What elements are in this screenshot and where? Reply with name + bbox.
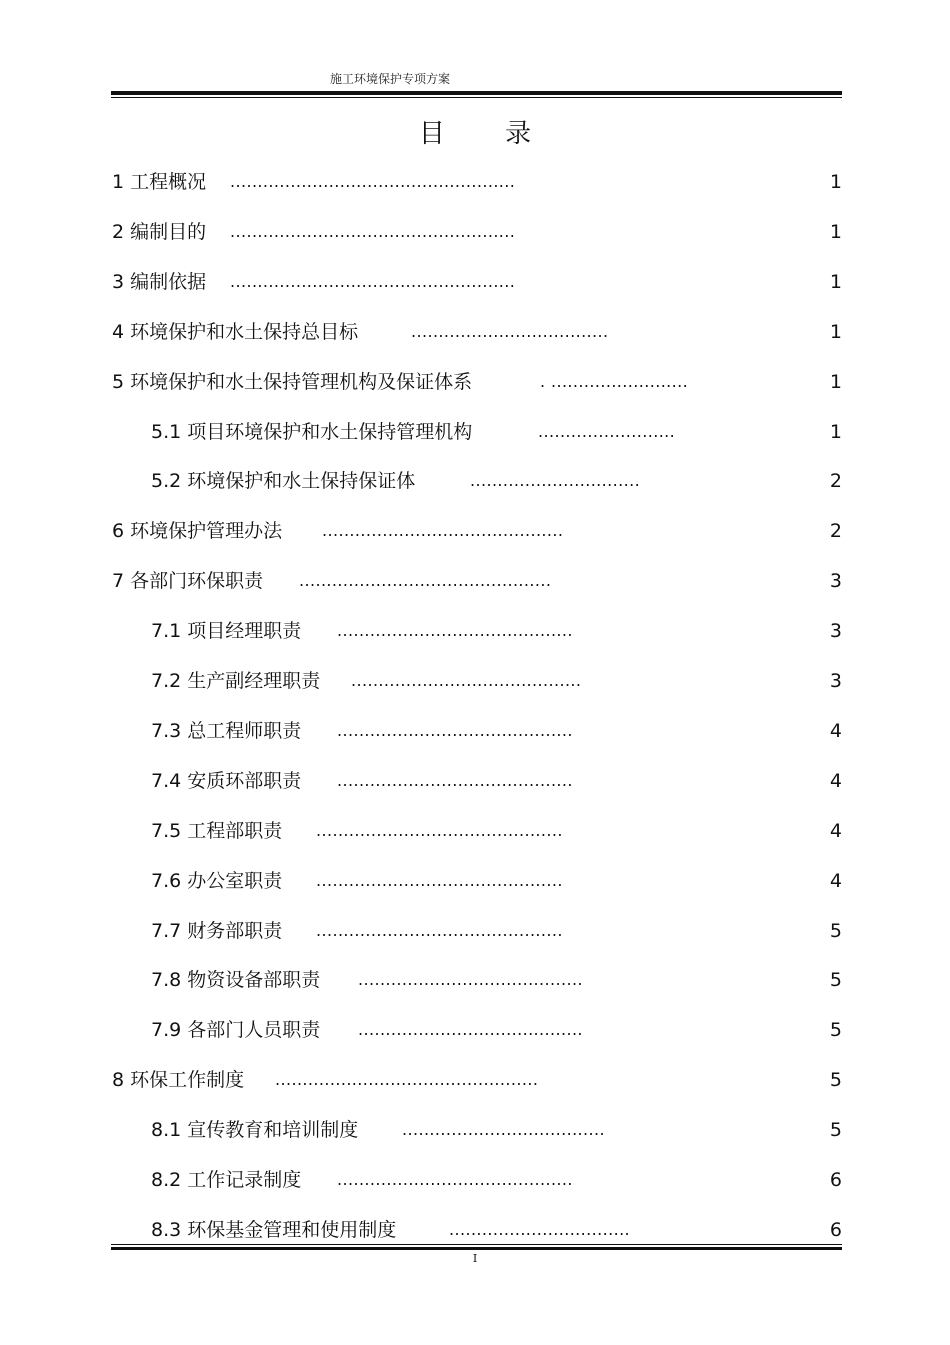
footer-rule-thick [111, 1247, 842, 1250]
toc-entry-label: 4 环境保护和水土保持总目标 [112, 320, 359, 343]
toc-entry[interactable] [0, 716, 950, 746]
toc-entry[interactable] [0, 217, 950, 247]
toc-entry[interactable] [0, 1015, 950, 1045]
toc-entry-page: 3 [829, 670, 842, 692]
toc-entry[interactable] [0, 516, 950, 546]
toc-entry-page: 6 [829, 1218, 842, 1241]
footer-rule-thin [111, 1244, 842, 1245]
toc-entry-label: 1 工程概况 [112, 171, 207, 193]
toc-entry-label: 7.4 安质环部职责 [151, 769, 302, 792]
toc-entry[interactable] [0, 1215, 950, 1245]
toc-entry[interactable] [0, 866, 950, 896]
toc-entry[interactable] [0, 965, 950, 995]
toc-entry-page: 4 [829, 819, 842, 842]
toc-entry-leader-dots: .................................................... [230, 172, 516, 191]
toc-entry-leader-dots: ........................................... [337, 770, 573, 790]
toc-entry-page: 2 [829, 470, 842, 493]
toc-entry-leader-dots: .............................................. [299, 571, 552, 591]
toc-entry-page: 4 [829, 719, 842, 742]
toc-entry-leader-dots: ........................................... [337, 621, 573, 641]
toc-entry-page: 3 [829, 620, 842, 643]
toc-entry[interactable] [0, 466, 950, 496]
toc-entry-label: 2 编制目的 [112, 220, 207, 243]
toc-entry-label: 8.2 工作记录制度 [151, 1169, 302, 1191]
toc-entry[interactable] [0, 766, 950, 796]
toc-entry[interactable] [0, 1165, 950, 1195]
toc-entry-label: 8 环保工作制度 [112, 1069, 245, 1092]
toc-entry[interactable] [0, 916, 950, 946]
toc-entry-label: 5.1 项目环境保护和水土保持管理机构 [151, 420, 473, 443]
toc-entry-leader-dots: .................................... [411, 321, 609, 341]
toc-entry[interactable] [0, 367, 950, 397]
toc-entry-page: 4 [829, 769, 842, 792]
toc-entry-page: 4 [829, 869, 842, 892]
toc-entry-label: 3 编制依据 [112, 270, 207, 293]
toc-entry-label: 7.5 工程部职责 [151, 819, 283, 842]
toc-entry-leader-dots: ........................................... [337, 1170, 573, 1189]
toc-entry[interactable] [0, 167, 950, 197]
toc-entry[interactable] [0, 566, 950, 596]
toc-entry-label: 5.2 环境保护和水土保持保证体 [151, 470, 416, 493]
toc-entry-page: 5 [829, 969, 842, 992]
toc-entry-label: 6 环境保护管理办法 [112, 520, 283, 543]
toc-entry-page: 5 [829, 919, 842, 942]
toc-entry-label: 7.6 办公室职责 [151, 869, 283, 892]
toc-entry[interactable] [0, 267, 950, 297]
footer-page-number: I [472, 1252, 478, 1265]
toc-entry-page: 1 [829, 171, 842, 193]
toc-entry-leader-dots: ........................................... [337, 720, 573, 740]
toc-entry[interactable] [0, 666, 950, 696]
toc-entry-leader-dots: ..................................... [402, 1120, 605, 1140]
toc-entry[interactable] [0, 816, 950, 846]
running-header: 施工环境保护专项方案 [330, 72, 451, 86]
toc-entry-leader-dots: ............................................. [316, 920, 563, 940]
toc-entry-label: 7.1 项目经理职责 [151, 620, 302, 643]
toc-entry-page: 1 [829, 270, 842, 293]
toc-entry-label: 8.3 环保基金管理和使用制度 [151, 1218, 397, 1241]
toc-entry-label: 7.3 总工程师职责 [151, 719, 302, 742]
toc-entry-leader-dots: ......................................... [358, 970, 583, 990]
toc-entry-leader-dots: ......................................... [358, 1020, 583, 1040]
toc-entry-leader-dots: ............................................. [316, 820, 563, 840]
toc-entry-page: 5 [829, 1119, 842, 1142]
toc-entry-leader-dots: .................................................... [230, 271, 516, 291]
toc-entry[interactable] [0, 1115, 950, 1145]
toc-entry-leader-dots: ................................................ [275, 1070, 539, 1090]
toc-entry-page: 5 [829, 1069, 842, 1092]
toc-entry-leader-dots: ............................................. [316, 870, 563, 890]
toc-entry-label: 8.1 宣传教育和培训制度 [151, 1119, 359, 1142]
toc-entry-leader-dots: . ......................... [540, 371, 689, 391]
toc-entry-page: 2 [829, 520, 842, 543]
toc-entry-label: 7.8 物资设备部职责 [151, 969, 321, 992]
toc-entry-label: 5 环境保护和水土保持管理机构及保证体系 [112, 370, 473, 393]
toc-entry-label: 7.9 各部门人员职责 [151, 1019, 321, 1042]
toc-entry-page: 5 [829, 1019, 842, 1042]
toc-title: 目 录 [418, 119, 558, 149]
toc-entry-label: 7 各部门环保职责 [112, 570, 264, 593]
toc-entry-leader-dots: .......................................... [351, 671, 582, 690]
toc-entry-leader-dots: ............................................ [322, 521, 564, 541]
toc-entry-page: 1 [829, 320, 842, 343]
toc-entry-page: 3 [829, 570, 842, 593]
toc-entry[interactable] [0, 1065, 950, 1095]
toc-entry-leader-dots: ......................... [538, 421, 676, 441]
toc-entry-page: 1 [829, 420, 842, 443]
toc-entry-page: 1 [829, 370, 842, 393]
toc-entry[interactable] [0, 317, 950, 347]
toc-entry[interactable] [0, 616, 950, 646]
toc-entry-label: 7.7 财务部职责 [151, 919, 283, 942]
toc-entry-leader-dots: .................................................... [230, 221, 516, 241]
toc-entry-page: 6 [829, 1169, 842, 1191]
toc-entry-page: 1 [829, 220, 842, 243]
toc-entry-leader-dots: ............................... [470, 471, 641, 491]
toc-entry-label: 7.2 生产副经理职责 [151, 670, 321, 692]
toc-entry-leader-dots: ................................. [449, 1219, 631, 1239]
toc-entry[interactable] [0, 417, 950, 447]
